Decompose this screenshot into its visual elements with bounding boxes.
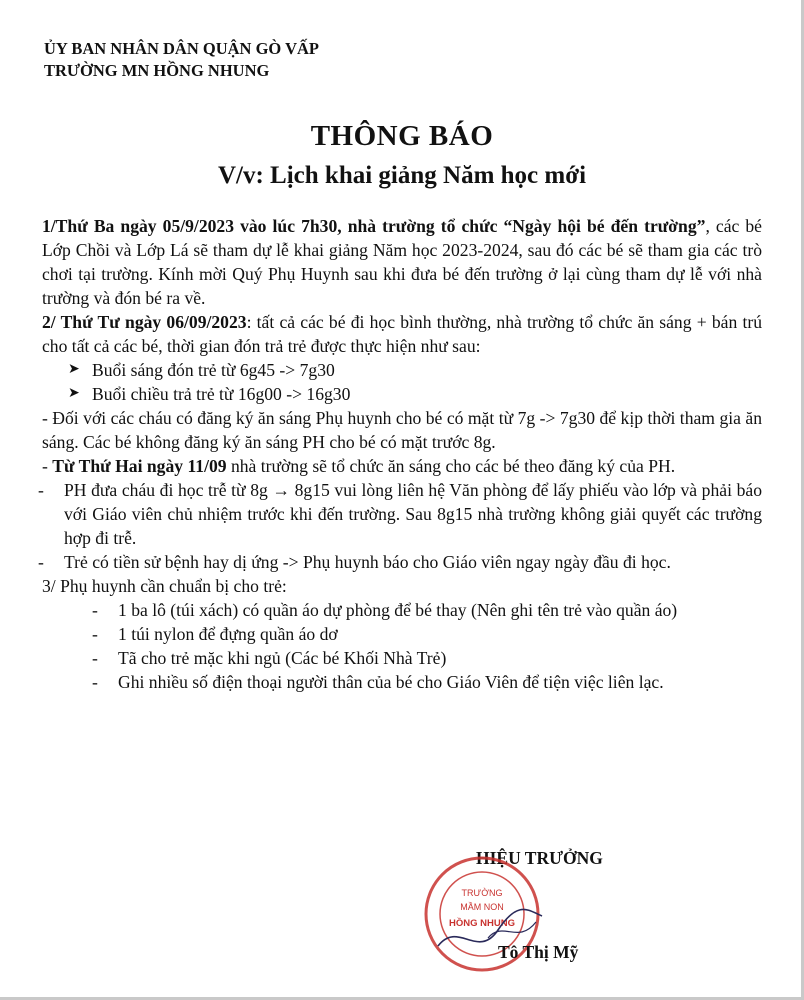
late-arrival-list (38, 478, 762, 574)
list-item: - 1 túi nylon để đựng quần áo dơ (92, 624, 338, 644)
list-item: ➤ Buổi sáng đón trẻ từ 6g45 -> 7g30 (68, 360, 335, 380)
list-item: - Ghi nhiều số điện thoại người thân của bé cho Giáo Viên để tiện việc liên lạc. (92, 672, 664, 692)
section-1-text: , các bé Lớp Chồi và Lớp Lá sẽ tham dự lễ khai giảng Năm học 2023-2024, sau đó các bé sẽ tham gia các trò chơi tại trường. Kính mời Quý Phụ Huynh sau khi đưa bé đến trường ở lại cùng tham dự lễ với nhà trường và đón bé ra về. (42, 216, 762, 308)
list-item: - 1 ba lô (túi xách) có quần áo dự phòng để bé thay (Nên ghi tên trẻ vào quần áo) (92, 600, 678, 620)
section-3-heading: 3/ Phụ huynh cần chuẩn bị cho trẻ: (42, 576, 287, 596)
section-1-bold: 1/Thứ Ba ngày 05/9/2023 vào lúc 7h30, nhà trường tổ chức “Ngày hội bé đến trường” (42, 216, 706, 236)
signer-name: Tô Thị Mỹ (498, 942, 579, 962)
arrow-bullet-icon: ➤ (68, 362, 80, 377)
issuing-organization (44, 38, 319, 82)
document-title: THÔNG BÁO (310, 120, 494, 152)
section-2-bold: 2/ Thứ Tư ngày 06/09/2023 (42, 312, 247, 332)
monday-note: - Từ Thứ Hai ngày 11/09 nhà trường sẽ tổ chức ăn sáng cho các bé theo đăng ký của PH. (42, 456, 676, 476)
document-body (38, 214, 762, 694)
section-1 (42, 214, 762, 310)
pickup-times-list (42, 358, 762, 406)
section-2-text: : tất cả các bé đi học bình thường, nhà trường tổ chức ăn sáng + bán trú cho tất cả các bé, thời gian đón trả trẻ được thực hiện như sau: (42, 312, 762, 356)
section-2 (42, 310, 762, 358)
seal-line-3: HỒNG NHUNG (449, 918, 515, 929)
list-item: - Tã cho trẻ mặc khi ngủ (Các bé Khối Nhà Trẻ) (92, 648, 447, 668)
org-line-1: ỦY BAN NHÂN DÂN QUẬN GÒ VẤP (44, 39, 319, 58)
list-item: - PH đưa cháu đi học trễ từ 8g → 8g15 vui lòng liên hệ Văn phòng để lấy phiếu vào lớp và phải báo với Giáo viên chủ nhiệm trước khi đến trường. Sau 8g15 nhà trường không giải quyết các trường hợp đi trễ. (38, 480, 762, 548)
breakfast-note: - Đối với các cháu có đăng ký ăn sáng Phụ huynh cho bé có mặt từ 7g -> 7g30 để kịp thời tham gia ăn sáng. Các bé không đăng ký ăn sáng PH cho bé có mặt trước 8g. (42, 408, 762, 452)
document-subtitle: V/v: Lịch khai giảng Năm học mới (217, 162, 587, 189)
signature-title: HIỆU TRƯỞNG (476, 848, 603, 868)
monday-bold: Từ Thứ Hai ngày 11/09 (52, 456, 227, 476)
list-item: ➤ Buổi chiều trả trẻ từ 16g00 -> 16g30 (68, 384, 351, 404)
arrow-bullet-icon: ➤ (68, 386, 80, 401)
seal-line-1: TRƯỜNG (461, 888, 503, 898)
preparation-list (42, 598, 762, 694)
list-item: - Trẻ có tiền sử bệnh hay dị ứng -> Phụ huynh báo cho Giáo viên ngay ngày đầu đi học. (38, 552, 671, 572)
seal-line-2: MẦM NON (460, 902, 504, 912)
org-line-2: TRƯỜNG MN HỒNG NHUNG (44, 61, 270, 80)
